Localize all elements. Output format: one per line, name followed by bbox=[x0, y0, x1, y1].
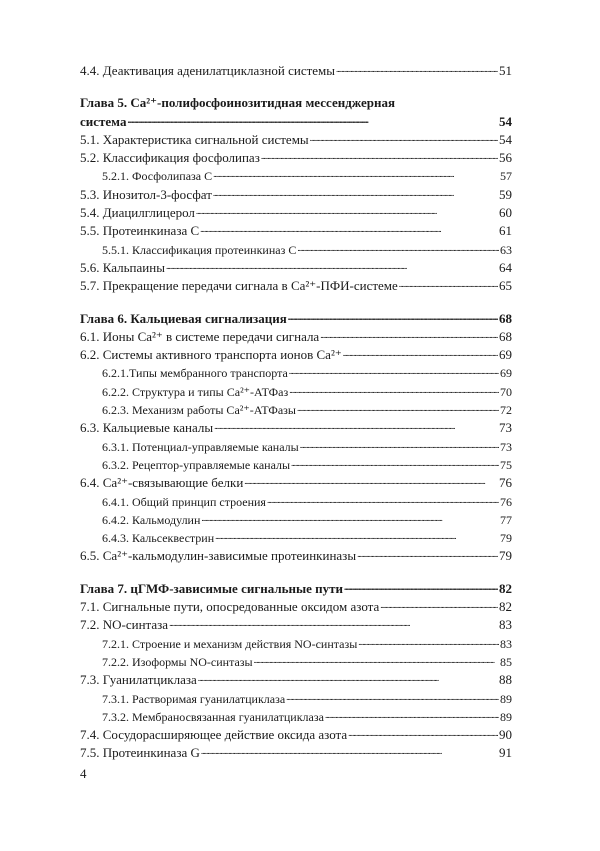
toc-entry-page: 75 bbox=[500, 457, 512, 472]
leader-dots bbox=[348, 723, 498, 742]
toc-entry-label: 6.3.1. Потенциал-управляемые каналы bbox=[102, 439, 299, 454]
toc-entry-page: 73 bbox=[500, 439, 512, 454]
leader-dots bbox=[196, 201, 498, 220]
toc-entry-label: 6.2.3. Механизм работы Ca²⁺-АТФазы bbox=[102, 403, 296, 418]
toc-entry-label: 5.2.1. Фосфолипаза C bbox=[102, 169, 213, 184]
toc-entry-page: 51 bbox=[499, 63, 512, 78]
toc-entry-label: 7.3.1. Растворимая гуанилатциклаза bbox=[102, 691, 286, 706]
toc-entry-page: 83 bbox=[500, 636, 512, 651]
leader-dots bbox=[244, 471, 498, 490]
leader-dots bbox=[213, 164, 499, 183]
leader-dots bbox=[213, 183, 498, 202]
toc-entry-page: 79 bbox=[500, 531, 512, 546]
toc-entry-page: 89 bbox=[500, 691, 512, 706]
toc-entry-page: 70 bbox=[500, 384, 512, 399]
leader-dots bbox=[214, 416, 498, 435]
toc-entry-label: 5.6. Кальпаины bbox=[80, 259, 165, 275]
toc-entry-page: 83 bbox=[499, 617, 512, 633]
leader-dots bbox=[358, 632, 499, 651]
toc-entry-label: 6.5. Ca²⁺-кальмодулин-зависимые протеинкиназы bbox=[80, 548, 357, 564]
toc-entry-page: 59 bbox=[499, 186, 512, 202]
toc-entry-page: 79 bbox=[499, 548, 512, 564]
toc-entry-page: 61 bbox=[499, 223, 512, 239]
toc-entry-label: 6.2.2. Структура и типы Ca²⁺-АТФаз bbox=[102, 384, 289, 399]
leader-dots bbox=[201, 508, 499, 527]
toc-entry-label: 6.2. Системы активного транспорта ионов Ca²⁺ bbox=[80, 347, 342, 363]
leader-dots bbox=[343, 343, 498, 362]
toc-entry-4-4[interactable] bbox=[80, 62, 512, 80]
toc-entry-label: 5.1. Характеристика сигнальной системы bbox=[80, 131, 309, 147]
leader-dots bbox=[320, 325, 498, 344]
chapter-title-line2: система bbox=[80, 113, 127, 129]
toc-entry-page: 56 bbox=[499, 150, 512, 166]
toc-entry-page: 68 bbox=[499, 328, 512, 344]
toc-entry-page: 82 bbox=[499, 599, 512, 615]
toc-entry-label: Глава 7. цГМФ-зависимые сигнальные пути bbox=[80, 580, 344, 596]
toc-entry-label: 6.3. Кальциевые каналы bbox=[80, 420, 214, 436]
toc-entry-label: 6.1. Ионы Ca²⁺ в системе передачи сигнала bbox=[80, 328, 320, 344]
section-gap bbox=[80, 80, 512, 94]
leader-dots bbox=[261, 146, 498, 165]
leader-dots bbox=[336, 59, 498, 78]
leader-dots bbox=[300, 435, 499, 454]
toc-entry-label: 7.2.1. Строение и механизм действия NO-синтазы bbox=[102, 636, 358, 651]
leader-dots bbox=[288, 307, 498, 326]
leader-dots bbox=[254, 650, 499, 669]
toc-entry-page: 69 bbox=[500, 366, 512, 381]
toc-entry-label: 5.4. Диацилглицерол bbox=[80, 205, 195, 221]
toc-entry-5-7[interactable] bbox=[80, 277, 512, 295]
toc-entry-page: 60 bbox=[499, 205, 512, 221]
leader-dots bbox=[200, 219, 498, 238]
toc-entry-label: 6.4. Ca²⁺-связывающие белки bbox=[80, 475, 244, 491]
toc-entry-page: 68 bbox=[499, 310, 512, 326]
toc-entry-page: 65 bbox=[499, 278, 512, 294]
toc-entry-page: 76 bbox=[499, 475, 512, 491]
toc-entry-label: 6.4.3. Кальсеквестрин bbox=[102, 531, 215, 546]
leader-dots bbox=[127, 110, 498, 129]
leader-dots bbox=[399, 274, 498, 293]
toc-entry-label: 7.1. Сигнальные пути, опосредованные оксидом азота bbox=[80, 599, 380, 615]
toc-entry-label: 6.4.1. Общий принцип строения bbox=[102, 494, 266, 509]
toc-entry-page: 72 bbox=[500, 403, 512, 418]
leader-dots bbox=[310, 128, 498, 147]
toc-entry-page: 89 bbox=[500, 709, 512, 724]
leader-dots bbox=[380, 595, 498, 614]
toc-entry-page: 88 bbox=[499, 672, 512, 688]
page-number: 4 bbox=[80, 766, 87, 781]
toc-entry-page: 82 bbox=[499, 580, 512, 596]
leader-dots bbox=[286, 687, 499, 706]
toc-chapter-5[interactable] bbox=[80, 94, 512, 131]
toc-entry-label: Глава 6. Кальциевая сигнализация bbox=[80, 310, 287, 326]
table-of-contents bbox=[80, 62, 512, 763]
leader-dots bbox=[201, 741, 498, 760]
leader-dots bbox=[297, 238, 499, 257]
toc-entry-page: 90 bbox=[499, 727, 512, 743]
leader-dots bbox=[297, 398, 499, 417]
toc-entry-label: 7.3. Гуанилатциклаза bbox=[80, 672, 197, 688]
toc-entry-label: 5.5.1. Классификация протеинкиназ C bbox=[102, 242, 297, 257]
toc-entry-label: 5.2. Классификация фосфолипаз bbox=[80, 150, 260, 166]
toc-entry-label: 5.3. Инозитол-3-фосфат bbox=[80, 186, 212, 202]
leader-dots bbox=[215, 526, 499, 545]
leader-dots bbox=[289, 361, 499, 380]
toc-entry-6-5[interactable] bbox=[80, 547, 512, 565]
leader-dots bbox=[357, 544, 498, 563]
toc-entry-page: 54 bbox=[499, 113, 512, 129]
toc-entry-label: 7.2.2. Изоформы NO-синтазы bbox=[102, 654, 253, 669]
leader-dots bbox=[198, 668, 498, 687]
toc-entry-page: 54 bbox=[499, 131, 512, 147]
leader-dots bbox=[289, 380, 499, 399]
toc-entry-label: 6.4.2. Кальмодулин bbox=[102, 512, 201, 527]
toc-entry-page: 91 bbox=[499, 745, 512, 761]
toc-entry-label: 7.2. NO-синтаза bbox=[80, 617, 169, 633]
leader-dots bbox=[291, 453, 499, 472]
leader-dots bbox=[166, 256, 498, 275]
toc-entry-page: 85 bbox=[500, 654, 512, 669]
toc-entry-label: 6.2.1.Типы мембранного транспорта bbox=[102, 366, 288, 381]
toc-entry-label: 5.7. Прекращение передачи сигнала в Ca²⁺-ПФИ-системе bbox=[80, 278, 398, 294]
toc-entry-page: 73 bbox=[499, 420, 512, 436]
leader-dots bbox=[267, 490, 499, 509]
toc-entry-page: 64 bbox=[499, 259, 512, 275]
toc-entry-page: 57 bbox=[500, 169, 512, 184]
chapter-title-line1: Глава 5. Ca²⁺-полифосфоинозитидная мессенджерная bbox=[80, 95, 396, 111]
toc-entry-label: 7.4. Сосудорасширяющее действие оксида азота bbox=[80, 727, 348, 743]
toc-entry-label: 5.5. Протеинкиназа C bbox=[80, 223, 200, 239]
toc-entry-label: 7.5. Протеинкиназа G bbox=[80, 745, 200, 761]
leader-dots bbox=[169, 613, 498, 632]
toc-entry-7-5[interactable] bbox=[80, 744, 512, 762]
toc-entry-page: 76 bbox=[500, 494, 512, 509]
toc-entry-page: 63 bbox=[500, 242, 512, 257]
toc-entry-page: 77 bbox=[500, 512, 512, 527]
toc-entry-label: 6.3.2. Рецептор-управляемые каналы bbox=[102, 457, 291, 472]
leader-dots bbox=[325, 705, 499, 724]
toc-entry-label: 7.3.2. Мембраносвязанная гуанилатциклаза bbox=[102, 709, 324, 724]
toc-entry-page: 69 bbox=[499, 347, 512, 363]
leader-dots bbox=[344, 577, 498, 596]
toc-entry-label: 4.4. Деактивация аденилатциклазной системы bbox=[80, 63, 336, 78]
